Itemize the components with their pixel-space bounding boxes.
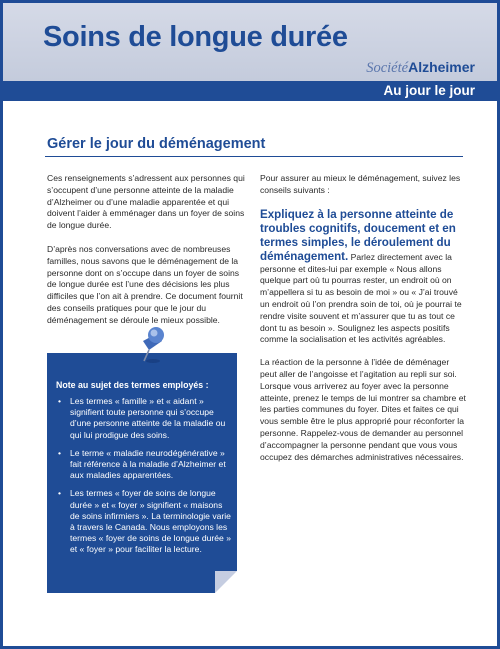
note-list (56, 396, 232, 563)
bullet-icon: • (58, 447, 62, 458)
bullet-icon: • (58, 488, 62, 499)
note-item (56, 396, 232, 441)
note-item-text: Les termes « famille » et « aidant » signifient toute personne qui s’occupe d’une personne atteinte de la maladie ou qui lui prodigue des soins. (70, 396, 226, 440)
logo-societe-text: Société (366, 60, 409, 76)
section-divider (45, 156, 463, 157)
advice-paragraph (260, 208, 468, 347)
document-page (3, 3, 497, 646)
advice-intro: Pour assurer au mieux le déménagement, suivez les conseils suivants : (260, 173, 461, 195)
header-tagline-bar (3, 81, 497, 101)
note-title: Note au sujet des termes employés : (56, 380, 209, 390)
note-item (56, 488, 232, 555)
page-curl-corner (215, 571, 237, 593)
logo-alzheimer-text: Alzheimer (408, 59, 475, 75)
page-title: Soins de longue durée (43, 21, 348, 53)
header-band (3, 3, 497, 81)
reaction-paragraph: La réaction de la personne à l’idée de déménager peut aller de l’angoisse et l’agitation au repli sur soi. Lorsque vous arriverez au foyer avec la personne atteinte, prenez le temps de lui montrer sa chambre et les parties communes du foyer. Dites et faites ce qui vous semble être le plus approprié pour réconforter la personne. Rappelez-vous de demander au personnel d’accompagner la personne pendant que vous vous occupez des démarches administratives nécessaires. (260, 357, 466, 462)
advice-lead-body: Parlez directement avec la personne et dites-lui par exemple « Nous allons quelque part où tu pourras rester, un endroit où on m’appellera si tu as besoin de moi » ou « J’ai trouvé un endroit où l’on prendra soin de toi, où je pourrai te rendre visite souvent et m’assurer que tu as tout ce dont tu as besoin ». Soulignez les aspects positifs comme la socialisation et les activités agréables. (260, 251, 462, 345)
terminology-note-box (47, 353, 237, 593)
section-title: Gérer le jour du déménagement (47, 136, 266, 152)
advice-lead-heading: Expliquez à la personne atteinte de troubles cognitifs, doucement et en termes simples, le déroulement du déménagement. (260, 207, 456, 263)
series-tagline: Au jour le jour (383, 83, 475, 98)
note-item-text: Le terme « maladie neurodégénérative » fait référence à la maladie d’Alzheimer et aux maladies apparentées. (70, 447, 226, 481)
right-column (260, 173, 468, 474)
left-column (47, 173, 245, 339)
intro-paragraph: Ces renseignements s’adressent aux personnes qui s’occupent d’une personne atteinte de la maladie d’Alzheimer ou d’une maladie apparentée et qui doivent l’aider à emménager dans un foyer de soins de longue durée. (47, 173, 245, 231)
context-paragraph: D’après nos conversations avec de nombreuses familles, nous savons que le déménagement de la personne dont on s’occupe dans un foyer de soins de longue durée est l’une des décisions les plus difficiles que l’on ait à prendre. Ce document fournit des conseils pratiques pour que le jour du déménagement se déroule le mieux possible. (47, 243, 243, 325)
bullet-icon: • (58, 396, 62, 406)
note-item (56, 448, 232, 482)
pushpin-icon (134, 325, 168, 365)
note-item-text: Les termes « foyer de soins de longue durée » et « foyer » signifient « maisons de soins infirmiers ». La terminologie varie à travers le Canada. Nous employons les termes « foyer de soins de longue durée » et « foyer » pour faciliter la lecture. (70, 488, 231, 555)
societe-alzheimer-logo (366, 59, 475, 77)
